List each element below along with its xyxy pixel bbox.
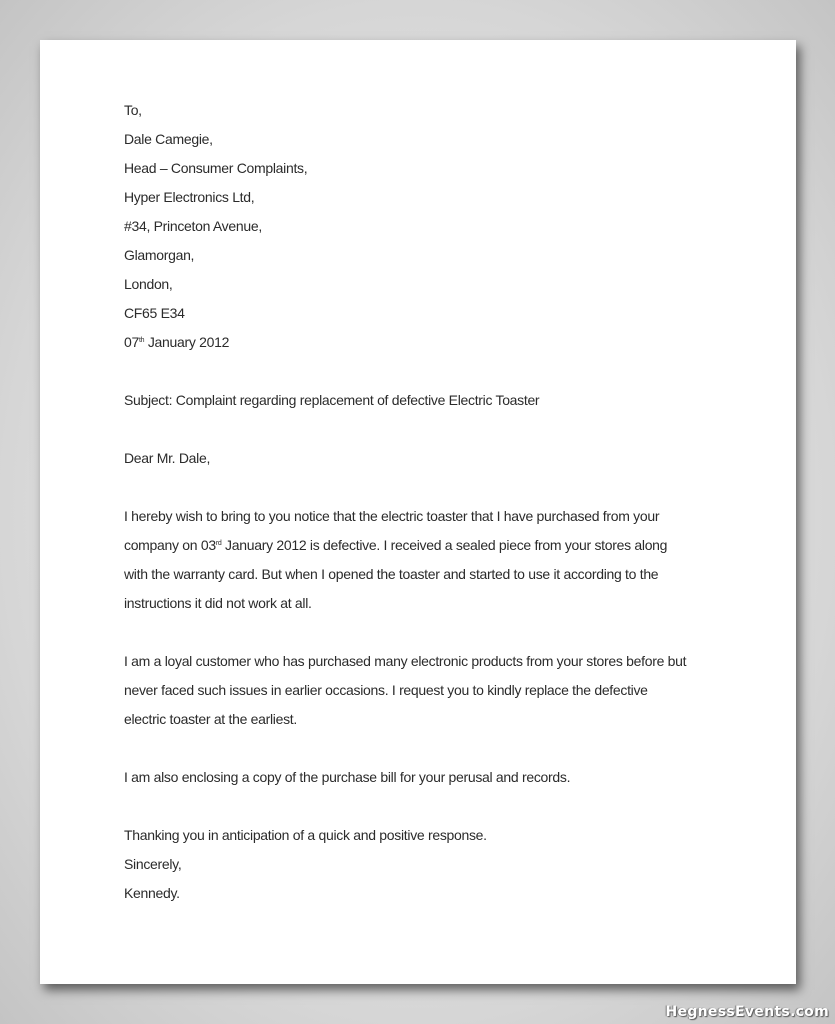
subject-line: Subject: Complaint regarding replacement of defective Electric Toaster	[124, 392, 540, 408]
recipient-address	[124, 125, 764, 328]
paragraph-line: I hereby wish to bring to you notice that the electric toaster that I have purchased from your	[124, 508, 660, 524]
letter-date	[124, 328, 764, 357]
paragraph-text: January 2012 is defective. I received a sealed piece from your stores along	[221, 537, 668, 553]
address-line: Hyper Electronics Ltd,	[124, 189, 255, 205]
date-suffix: th	[138, 337, 145, 344]
paragraph-2	[124, 647, 764, 734]
paragraph-3: I am also enclosing a copy of the purchase bill for your perusal and records.	[124, 769, 571, 785]
greeting: Dear Mr. Dale,	[124, 450, 211, 466]
paragraph-1	[124, 502, 764, 618]
address-line: #34, Princeton Avenue,	[124, 218, 262, 234]
watermark: HegnessEvents.com	[665, 1004, 829, 1020]
to-line: To,	[124, 102, 142, 118]
address-line: London,	[124, 276, 173, 292]
paragraph-text: company on 03	[124, 537, 216, 553]
address-line: Glamorgan,	[124, 247, 195, 263]
letter-body	[124, 96, 764, 908]
signature-name: Kennedy.	[124, 885, 180, 901]
sign-off: Sincerely,	[124, 856, 182, 872]
paragraph-line: I am a loyal customer who has purchased many electronic products from your stores before but	[124, 653, 687, 669]
letter-page	[40, 40, 796, 984]
address-line: Dale Camegie,	[124, 131, 213, 147]
paragraph-line	[124, 531, 764, 560]
closing-block	[124, 821, 764, 908]
paragraph-line: instructions it did not work at all.	[124, 595, 312, 611]
paragraph-line: with the warranty card. But when I opened the toaster and started to use it according to the	[124, 566, 659, 582]
paragraph-line: never faced such issues in earlier occasions. I request you to kindly replace the defective	[124, 682, 648, 698]
date-day: 07	[124, 334, 139, 350]
paragraph-line: electric toaster at the earliest.	[124, 711, 297, 727]
closing-line: Thanking you in anticipation of a quick and positive response.	[124, 827, 487, 843]
ordinal-suffix: rd	[215, 540, 222, 547]
address-line: CF65 E34	[124, 305, 185, 321]
date-rest: January 2012	[144, 334, 230, 350]
address-line: Head – Consumer Complaints,	[124, 160, 308, 176]
